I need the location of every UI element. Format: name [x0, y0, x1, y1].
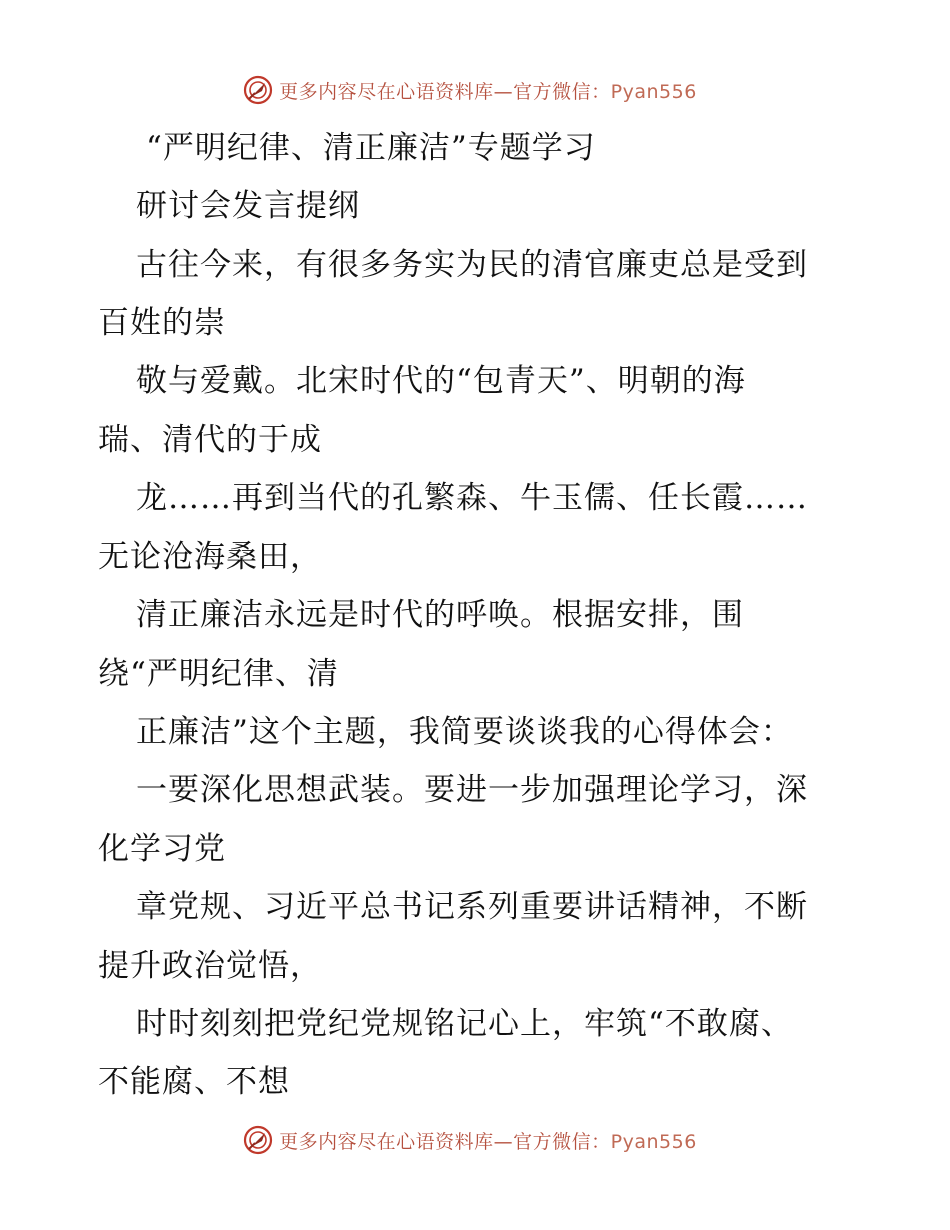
paragraph-line: 龙……再到当代的孔繁森、牛玉儒、任长霞…… — [136, 480, 808, 516]
paragraph-line: 一要深化思想武装。要进一步加强理论学习，深 — [136, 772, 808, 808]
paragraph-line: 绕“严明纪律、清 — [98, 656, 339, 692]
paragraph-line: 敬与爱戴。北宋时代的“包青天”、明朝的海 — [136, 363, 746, 399]
paragraph-line: 无论沧海桑田， — [98, 539, 322, 575]
paragraph-line: 古往今来，有很多务实为民的清官廉吏总是受到 — [136, 247, 808, 283]
header-watermark-text: 更多内容尽在心语资料库—官方微信：Pyan556 — [279, 80, 697, 103]
paragraph-line: 时时刻刻把党纪党规铭记心上，牢筑“不敢腐、 — [136, 1006, 793, 1042]
document-title-line2: 研讨会发言提纲 — [136, 188, 360, 224]
paragraph-line: 提升政治觉悟， — [98, 948, 322, 984]
paragraph-line: 化学习党 — [98, 831, 226, 867]
paragraph-line: 正廉洁”这个主题，我简要谈谈我的心得体会： — [136, 714, 793, 750]
paragraph-line: 百姓的崇 — [98, 305, 226, 341]
paragraph-line: 不能腐、不想 — [98, 1064, 290, 1100]
document-title-line1: “严明纪律、清正廉洁”专题学习 — [146, 130, 596, 166]
footer-watermark-text: 更多内容尽在心语资料库—官方微信：Pyan556 — [279, 1130, 697, 1153]
footer-watermark-banner — [0, 1122, 950, 1158]
paragraph-line: 章党规、习近平总书记系列重要讲话精神，不断 — [136, 889, 808, 925]
paragraph-line: 瑞、清代的于成 — [98, 422, 322, 458]
paragraph-line: 清正廉洁永远是时代的呼唤。根据安排，围 — [136, 597, 744, 633]
quill-logo-icon — [243, 1125, 273, 1155]
